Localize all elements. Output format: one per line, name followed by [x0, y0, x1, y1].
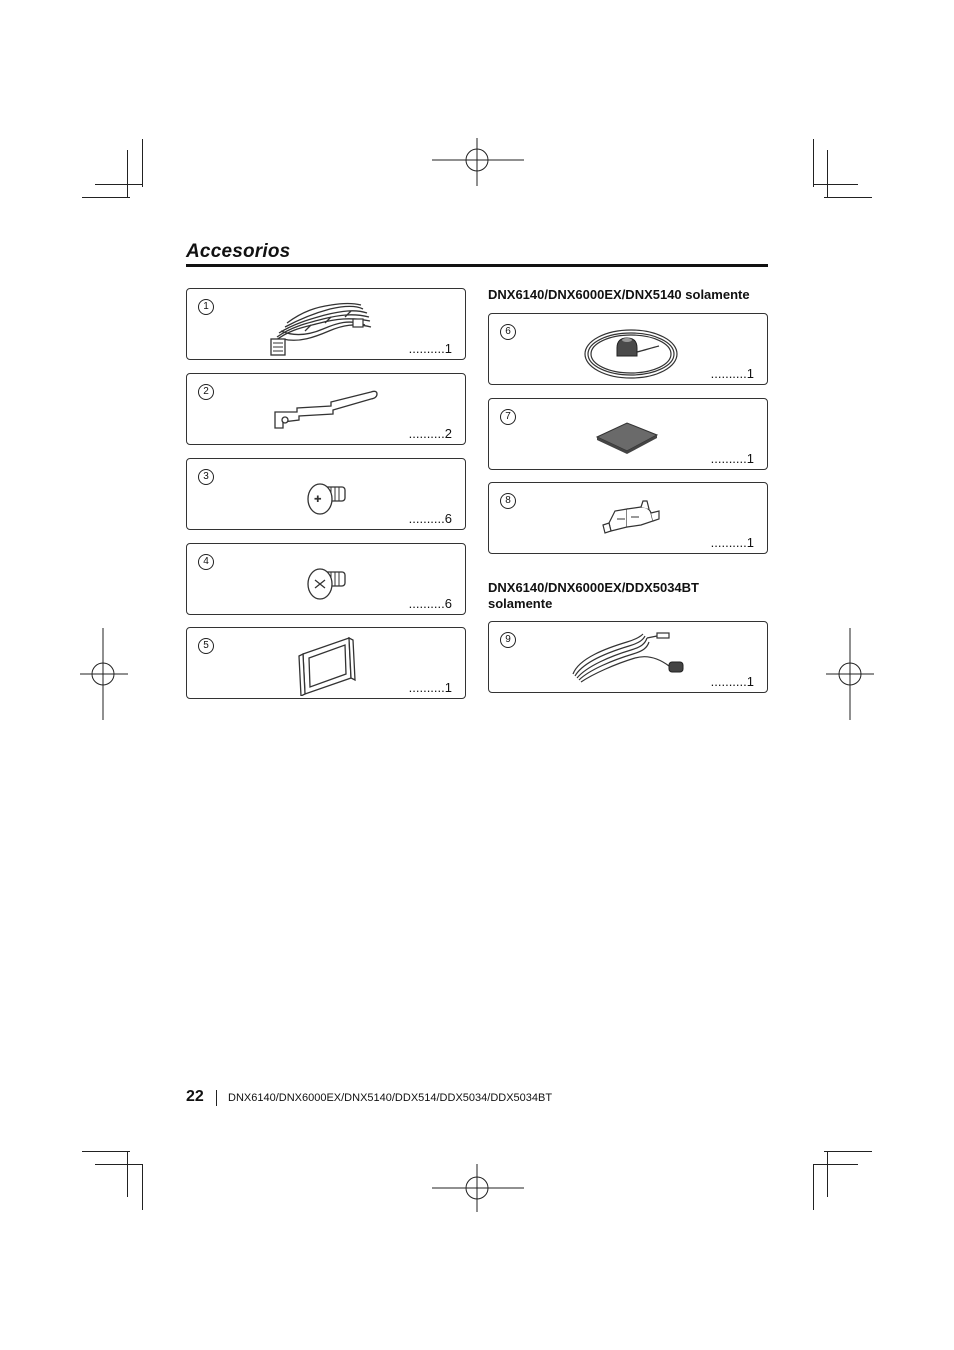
title-rule [186, 264, 768, 267]
item-quantity: ..........2 [408, 426, 452, 441]
gps-antenna-icon [581, 326, 681, 382]
crop-mark [95, 184, 143, 185]
item-number: 1 [198, 299, 214, 315]
crop-mark [127, 150, 128, 198]
crop-mark [827, 1151, 828, 1197]
crop-mark [82, 197, 130, 198]
item-quantity: ..........1 [710, 674, 754, 689]
item-number: 7 [500, 409, 516, 425]
crop-mark [82, 1151, 130, 1152]
accessory-item-1 [186, 288, 466, 360]
item-number: 4 [198, 554, 214, 570]
crop-mark [142, 139, 143, 187]
item-number: 3 [198, 469, 214, 485]
trim-frame-icon [295, 632, 359, 696]
crop-mark [813, 1164, 858, 1165]
item-quantity: ..........1 [710, 535, 754, 550]
crop-mark [813, 139, 814, 187]
accessory-item-6 [488, 313, 768, 385]
page-title: Accesorios [186, 241, 291, 262]
item-quantity: ..........1 [710, 451, 754, 466]
screw-icon [305, 477, 349, 519]
footer-models: DNX6140/DNX6000EX/DNX5140/DDX514/DDX5034/DDX5034BT [228, 1092, 553, 1104]
registration-mark-icon [80, 628, 128, 720]
cable-clamp-icon [601, 497, 661, 537]
section-heading-line: solamente [488, 596, 553, 611]
microphone-cable-icon [569, 632, 693, 688]
wiring-harness-icon [265, 297, 377, 359]
screw-icon [305, 562, 349, 604]
accessory-item-2 [186, 373, 466, 445]
item-quantity: ..........6 [408, 511, 452, 526]
accessory-item-3 [186, 458, 466, 530]
item-number: 9 [500, 632, 516, 648]
item-quantity: ..........1 [408, 680, 452, 695]
crop-mark [824, 1151, 872, 1152]
accessory-item-9 [488, 621, 768, 693]
accessory-item-8 [488, 482, 768, 554]
metal-plate-icon [593, 419, 659, 459]
item-number: 5 [198, 638, 214, 654]
item-number: 2 [198, 384, 214, 400]
page-number: 22 [186, 1088, 204, 1105]
section-heading: DNX6140/DNX6000EX/DNX5140 solamente [488, 287, 750, 302]
item-quantity: ..........6 [408, 596, 452, 611]
crop-mark [813, 1164, 814, 1210]
crop-mark [813, 184, 858, 185]
crop-mark [127, 1151, 128, 1197]
accessory-item-7 [488, 398, 768, 470]
registration-mark-icon [432, 138, 524, 186]
item-number: 6 [500, 324, 516, 340]
section-heading [488, 580, 699, 612]
crop-mark [824, 197, 872, 198]
crop-mark [95, 1164, 143, 1165]
item-number: 8 [500, 493, 516, 509]
footer-divider [216, 1090, 217, 1106]
section-heading-line: DNX6140/DNX6000EX/DDX5034BT [488, 580, 699, 595]
crop-mark [142, 1164, 143, 1210]
item-quantity: ..........1 [710, 366, 754, 381]
registration-mark-icon [432, 1164, 524, 1212]
accessory-item-4 [186, 543, 466, 615]
registration-mark-icon [826, 628, 874, 720]
accessory-item-5 [186, 627, 466, 699]
svg-text:✚: ✚ [314, 495, 322, 505]
extraction-key-icon [271, 382, 381, 434]
crop-mark [827, 150, 828, 198]
item-quantity: ..........1 [408, 341, 452, 356]
